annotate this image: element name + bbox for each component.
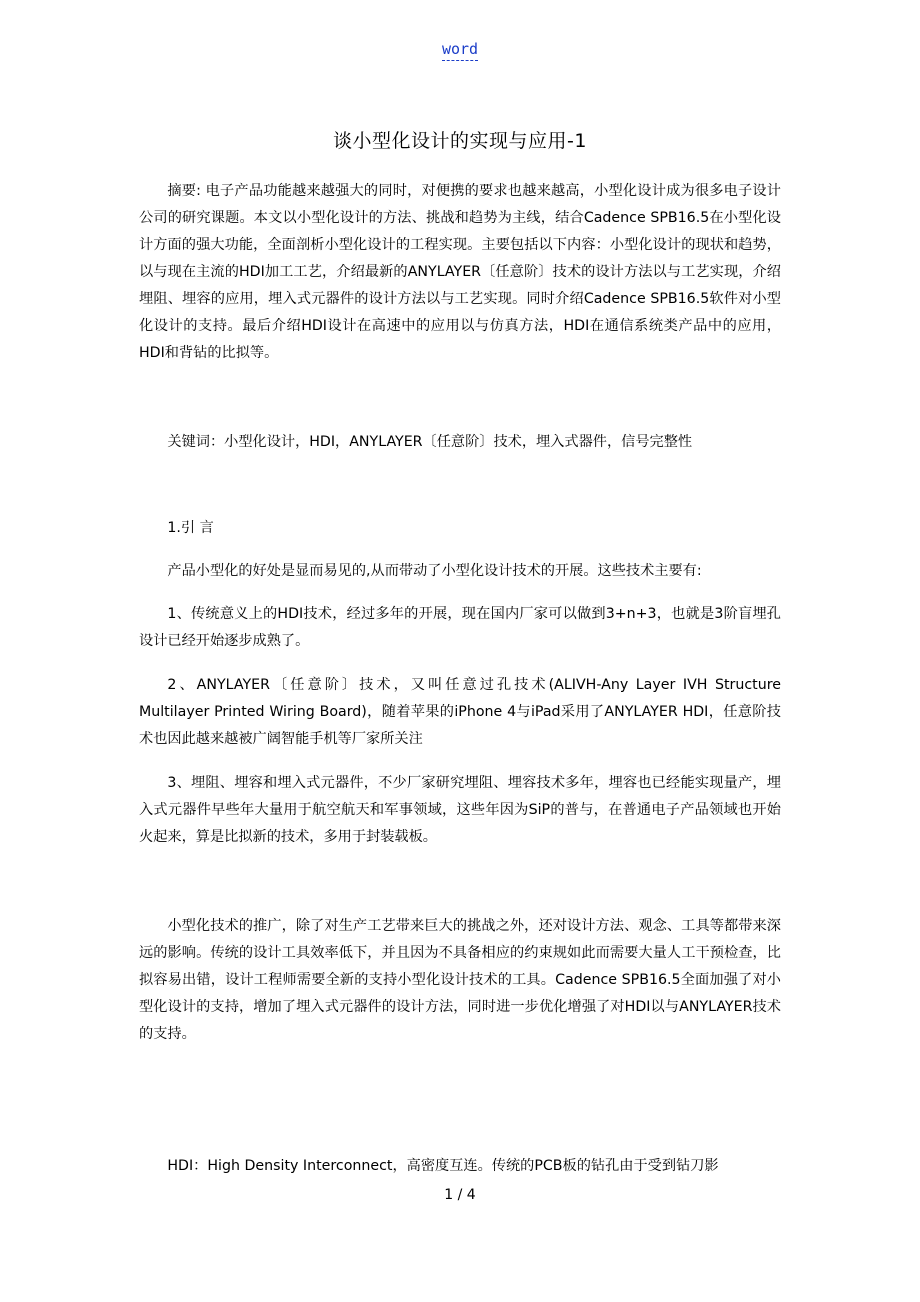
header-word-link[interactable]	[0, 40, 920, 58]
keywords-paragraph: 关键词：小型化设计，HDI，ANYLAYER〔任意阶〕技术，埋入式器件，信号完整性	[167, 434, 693, 450]
section-heading-introduction: 1.引 言	[167, 520, 214, 536]
list-item-anylayer: 2、ANYLAYER〔任意阶〕技术，又叫任意过孔技术(ALIVH-Any Layer IVH Structure Multilayer Printed Wiring Board)，随着苹果的iPhone 4与iPad采用了ANYLAYER HDI，任意阶技术也因此越来越被广阔智能手机等厂家所关注	[139, 677, 781, 747]
page-title: 谈小型化设计的实现与应用-1	[333, 130, 587, 152]
list-item-hdi: 1、传统意义上的HDI技术，经过多年的开展，现在国内厂家可以做到3+n+3，也就是3阶盲埋孔设计已经开始逐步成熟了。	[139, 606, 781, 649]
page-number: 1 / 4	[444, 1187, 476, 1203]
promotion-paragraph: 小型化技术的推广，除了对生产工艺带来巨大的挑战之外，还对设计方法、观念、工具等都带来深远的影响。传统的设计工具效率低下，并且因为不具备相应的约束规如此而需要大量人工干预检查，比拟容易出错，设计工程师需要全新的支持小型化设计技术的工具。Cadence SPB16.5全面加强了对小型化设计的支持，增加了埋入式元器件的设计方法，同时进一步优化增强了对HDI以与ANYLAYER技术的支持。	[139, 918, 781, 1042]
intro-paragraph: 产品小型化的好处是显而易见的,从而带动了小型化设计技术的开展。这些技术主要有:	[167, 563, 702, 579]
header-link-text[interactable]: word	[442, 40, 478, 61]
hdi-definition-paragraph: HDI：High Density Interconnect，高密度互连。传统的PCB板的钻孔由于受到钻刀影	[167, 1158, 719, 1174]
list-item-embedded: 3、埋阻、埋容和埋入式元器件，不少厂家研究埋阻、埋容技术多年，埋容也已经能实现量产，埋入式元器件早些年大量用于航空航天和军事领域，这些年因为SiP的普与，在普通电子产品领域也开始火起来，算是比拟新的技术，多用于封装载板。	[139, 775, 781, 845]
abstract-paragraph: 摘要: 电子产品功能越来越强大的同时，对便携的要求也越来越高，小型化设计成为很多电子设计公司的研究课题。本文以小型化设计的方法、挑战和趋势为主线，结合Cadence SPB16.5在小型化设计方面的强大功能，全面剖析小型化设计的工程实现。主要包括以下内容：小型化设计的现状和趋势，以与现在主流的HDI加工工艺，介绍最新的ANYLAYER〔任意阶〕技术的设计方法以与工艺实现，介绍埋阻、埋容的应用，埋入式元器件的设计方法以与工艺实现。同时介绍Cadence SPB16.5软件对小型化设计的支持。最后介绍HDI设计在高速中的应用以与仿真方法，HDI在通信系统类产品中的应用，HDI和背钻的比拟等。	[139, 183, 781, 361]
